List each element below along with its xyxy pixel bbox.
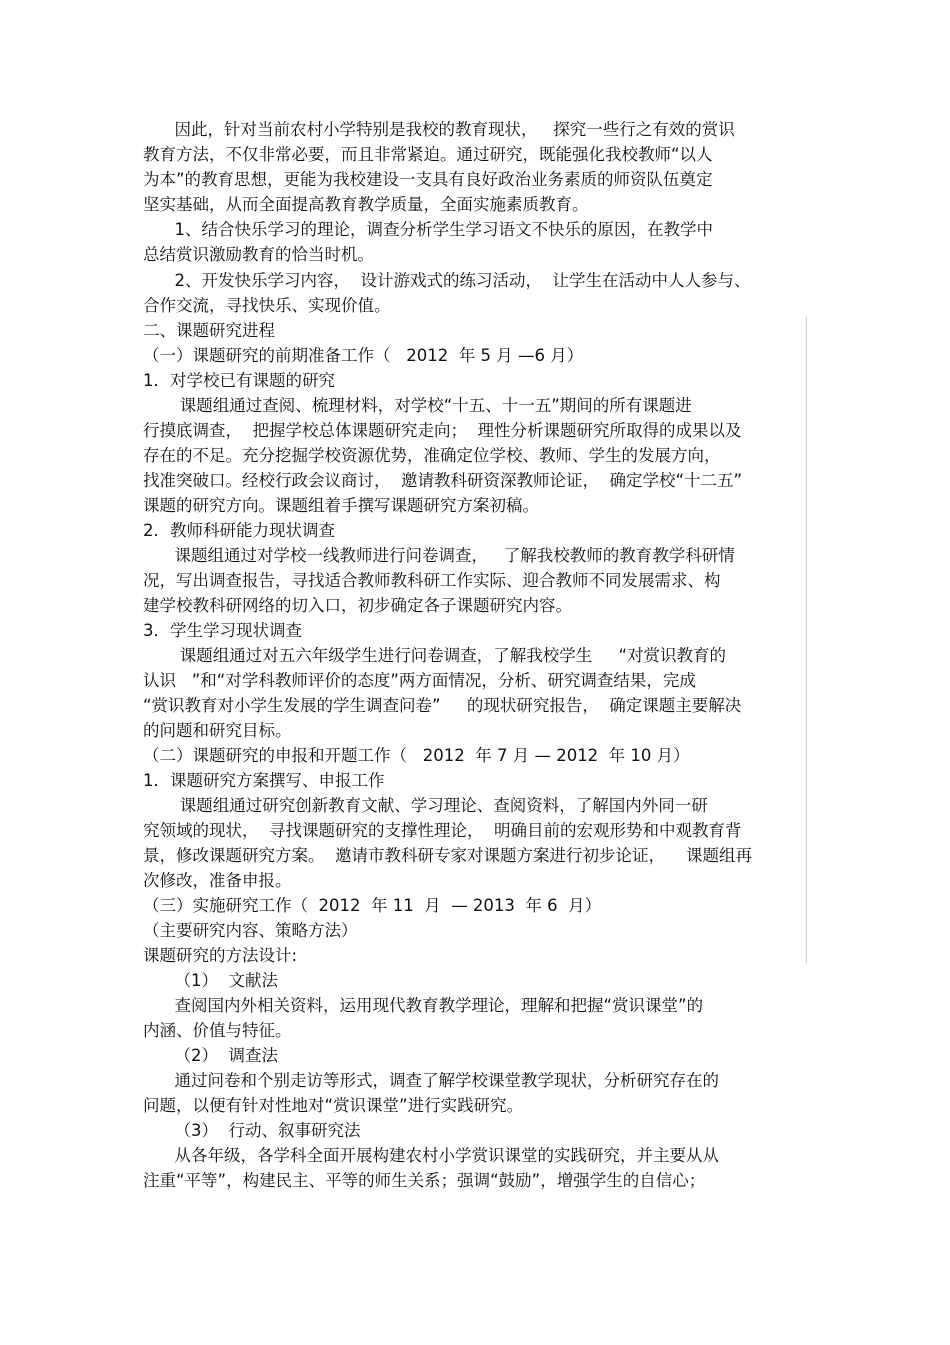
body-line: 况，写出调查报告，寻找适合教师教科研工作实际、迎合教师不同发展需求、构 — [143, 571, 721, 590]
body-line: 合作交流，寻找快乐、实现价值。 — [143, 296, 391, 315]
subsection-heading: （三）实施研究工作（ 2012 年 11 月 — 2013 年 6 月） — [143, 896, 602, 915]
item-heading: 1．课题研究方案撰写、申报工作 — [143, 771, 385, 790]
body-line: 从各年级，各学科全面开展构建农村小学赏识课堂的实践研究，并主要从从 — [143, 1146, 719, 1165]
body-line: 内涵、价值与特征。 — [143, 1021, 292, 1040]
body-line: 课题组通过对学校一线教师进行问卷调查， 了解我校教师的教育教学科研情 — [143, 546, 735, 565]
body-line: 教育方法，不仅非常必要，而且非常紧迫。通过研究，既能强化我校教师“以人 — [143, 145, 713, 164]
item-heading: 2．教师科研能力现状调查 — [143, 521, 335, 540]
body-line: 存在的不足。充分挖掘学校资源优势，准确定位学校、教师、学生的发展方向， — [143, 446, 721, 465]
subsection-heading: （二）课题研究的申报和开题工作（ 2012 年 7 月 — 2012 年 10 月） — [143, 746, 690, 765]
method-heading: （2） 调查法 — [143, 1046, 278, 1065]
body-line: 究领域的现状， 寻找课题研究的支撑性理论， 明确目前的宏观形势和中观教育背 — [143, 821, 742, 840]
body-line: “赏识教育对小学生发展的学生调查问卷” 的现状研究报告， 确定课题主要解决 — [143, 696, 742, 715]
body-line: 建学校教科研网络的切入口，初步确定各子课题研究内容。 — [143, 596, 572, 615]
body-line: 注重“平等”，构建民主、平等的师生关系；强调“鼓励”，增强学生的自信心； — [143, 1171, 706, 1190]
method-heading: （1） 文献法 — [143, 971, 278, 990]
item-heading: 课题研究的方法设计: — [143, 946, 298, 965]
body-line: 行摸底调查， 把握学校总体课题研究走向； 理性分析课题研究所取得的成果以及 — [143, 421, 742, 440]
body-line: 通过问卷和个别走访等形式，调查了解学校课堂教学现状，分析研究存在的 — [143, 1071, 719, 1090]
section-heading: 二、课题研究进程 — [143, 321, 275, 340]
note-line: （主要研究内容、策略方法） — [143, 921, 358, 940]
body-line: 课题组通过研究创新教育文献、学习理论、查阅资料，了解国内外同一研 — [143, 796, 708, 815]
item-heading: 1．对学校已有课题的研究 — [143, 371, 335, 390]
body-line: 课题组通过对五六年级学生进行问卷调查，了解我校学生 “对赏识教育的 — [143, 646, 726, 665]
body-line: 课题组通过查阅、梳理材料，对学校“十五、十一五”期间的所有课题进 — [143, 396, 692, 415]
body-line: 坚实基础，从而全面提高教育教学质量，全面实施素质教育。 — [143, 195, 589, 214]
body-line: 总结赏识激励教育的恰当时机。 — [143, 245, 374, 264]
body-line: 次修改，准备申报。 — [143, 871, 292, 890]
body-line: 因此，针对当前农村小学特别是我校的教育现状， 探究一些行之有效的赏识 — [143, 120, 735, 139]
item-heading: 3．学生学习现状调查 — [143, 621, 302, 640]
subsection-heading: （一）课题研究的前期准备工作（ 2012 年 5 月 —6 月） — [143, 346, 584, 365]
method-heading: （3） 行动、叙事研究法 — [143, 1121, 361, 1140]
body-line: 问题，以便有针对性地对“赏识课堂”进行实践研究。 — [143, 1096, 524, 1115]
body-line: 的问题和研究目标。 — [143, 721, 292, 740]
body-line: 找准突破口。经校行政会议商讨， 邀请教科研资深教师论证， 确定学校“十二五” — [143, 471, 743, 490]
body-line: 课题的研究方向。课题组着手撰写课题研究方案初稿。 — [143, 496, 539, 515]
body-line: 为本”的教育思想，更能为我校建设一支具有良好政治业务素质的师资队伍奠定 — [143, 170, 713, 189]
body-line: 查阅国内外相关资料，运用现代教育教学理论，理解和把握“赏识课堂”的 — [143, 996, 704, 1015]
body-line: 景，修改课题研究方案。 邀请市教科研专家对课题方案进行初步论证， 课题组再 — [143, 846, 752, 865]
body-line: 1、结合快乐学习的理论，调查分析学生学习语文不快乐的原因，在教学中 — [143, 220, 713, 239]
body-line: 认识 ”和“对学科教师评价的态度”两方面情况，分析、研究调查结果，完成 — [143, 671, 696, 690]
body-line: 2、开发快乐学习内容， 设计游戏式的练习活动， 让学生在活动中人人参与、 — [143, 271, 751, 290]
